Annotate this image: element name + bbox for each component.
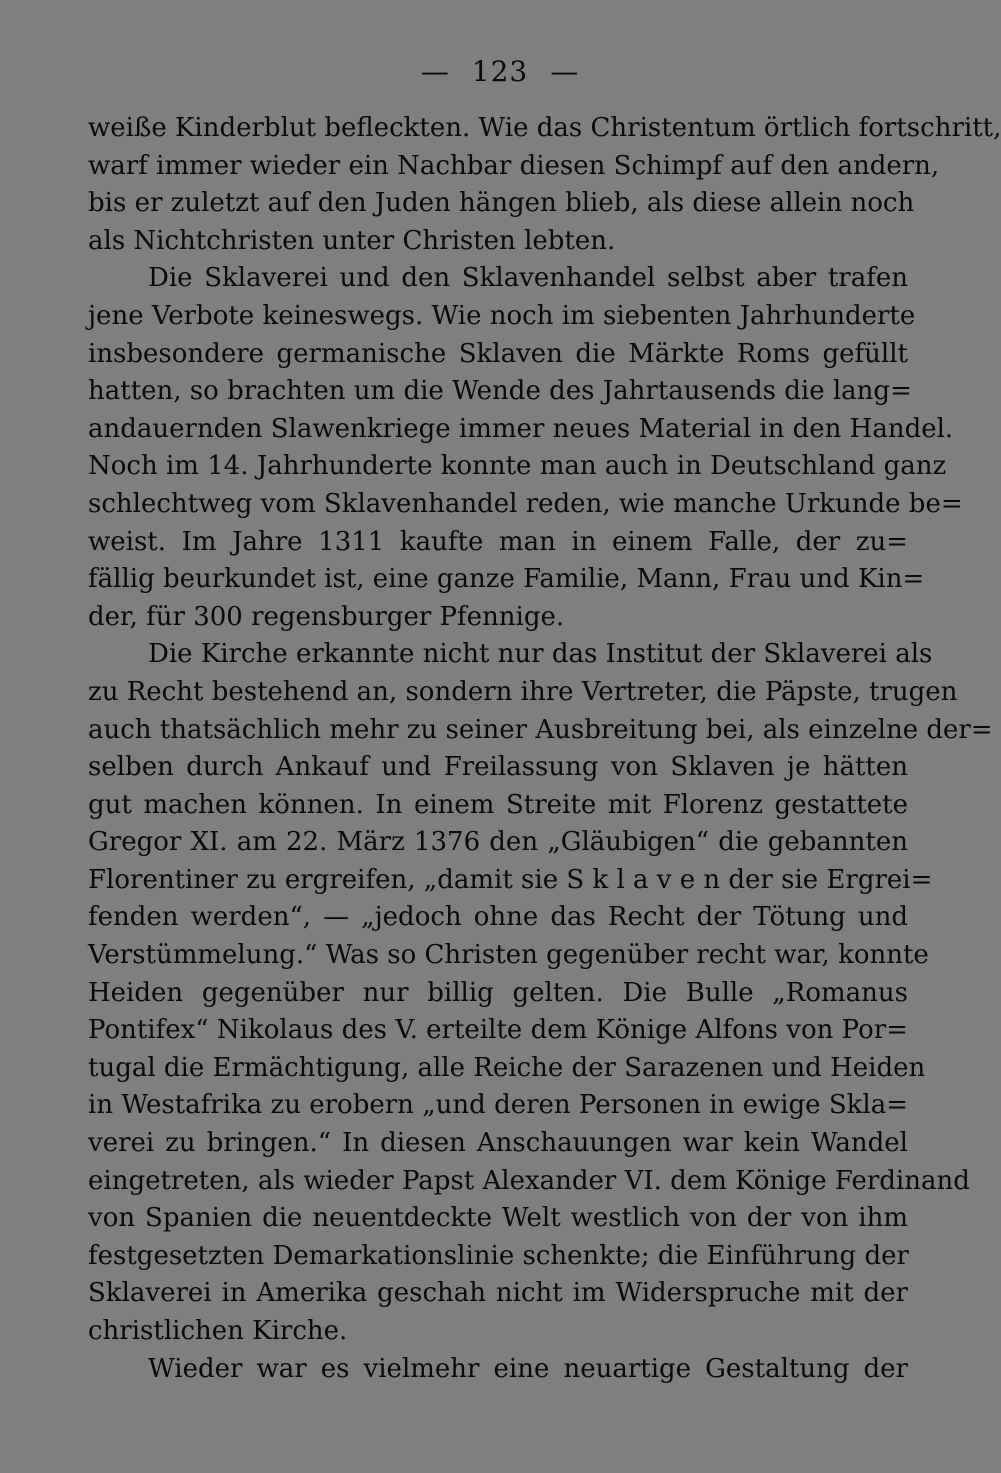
- header-dash-left: —: [420, 55, 450, 88]
- text-line: auch thatsächlich mehr zu seiner Ausbreitung bei, als einzelne der=: [88, 714, 993, 745]
- text-line: Heiden gegenüber nur billig gelten. Die Bulle „Romanus: [88, 977, 908, 1008]
- text-line: Wieder war es vielmehr eine neuartige Gestaltung der: [148, 1353, 908, 1384]
- text-line: der, für 300 regensburger Pfennige.: [88, 601, 565, 632]
- body-text: [88, 110, 1001, 1388]
- text-line: fenden werden“, — „jedoch ohne das Recht der Tötung und: [88, 902, 908, 933]
- text-line: in Westafrika zu erobern „und deren Personen in ewige Skla=: [88, 1090, 908, 1121]
- text-line: jene Verbote keineswegs. Wie noch im siebenten Jahrhunderte: [88, 300, 916, 331]
- text-line: Verstümmelung.“ Was so Christen gegenüber recht war, konnte: [88, 940, 929, 971]
- text-line: Florentiner zu ergreifen, „damit sie S k l a v e n der sie Ergrei=: [88, 864, 933, 895]
- text-line: fällig beurkundet ist, eine ganze Familie, Mann, Frau und Kin=: [88, 564, 925, 595]
- text-line: als Nichtchristen unter Christen lebten.: [88, 225, 616, 256]
- text-line: Die Kirche erkannte nicht nur das Institut der Sklaverei als: [148, 639, 933, 670]
- text-line: verei zu bringen.“ In diesen Anschauungen war kein Wandel: [88, 1128, 908, 1159]
- page-number: 123: [471, 55, 529, 88]
- header-dash-right: —: [550, 55, 580, 88]
- text-line: andauernden Slawenkriege immer neues Material in den Handel.: [88, 413, 954, 444]
- text-line: zu Recht bestehend an, sondern ihre Vertreter, die Päpste, trugen: [88, 676, 958, 707]
- text-line: eingetreten, als wieder Papst Alexander VI. dem Könige Ferdinand: [88, 1165, 970, 1196]
- text-line: tugal die Ermächtigung, alle Reiche der Sarazenen und Heiden: [88, 1052, 926, 1083]
- text-line: warf immer wieder ein Nachbar diesen Schimpf auf den andern,: [88, 150, 940, 181]
- text-line: christlichen Kirche.: [88, 1316, 348, 1346]
- text-line: Sklaverei in Amerika geschah nicht im Widerspruche mit der: [88, 1278, 908, 1309]
- text-line: hatten, so brachten um die Wende des Jahrtausends die lang=: [88, 376, 912, 407]
- text-line: Die Sklaverei und den Sklavenhandel selbst aber trafen: [148, 263, 908, 294]
- text-line: von Spanien die neuentdeckte Welt westlich von der von ihm: [88, 1203, 908, 1234]
- text-line: weiße Kinderblut befleckten. Wie das Christentum örtlich fortschritt,: [88, 113, 1001, 143]
- text-line: gut machen können. In einem Streite mit Florenz gestattete: [88, 789, 908, 820]
- text-line: weist. Im Jahre 1311 kaufte man in einem Falle, der zu=: [88, 526, 908, 557]
- text-line: selben durch Ankauf und Freilassung von Sklaven je hätten: [88, 752, 908, 783]
- text-line: bis er zuletzt auf den Juden hängen blieb, als diese allein noch: [88, 188, 915, 219]
- page-number-header: [0, 52, 1000, 92]
- text-line: Noch im 14. Jahrhunderte konnte man auch in Deutschland ganz: [88, 451, 947, 482]
- text-line: schlechtweg vom Sklavenhandel reden, wie manche Urkunde be=: [88, 488, 963, 519]
- text-line: Gregor XI. am 22. März 1376 den „Gläubigen“ die gebannten: [88, 827, 908, 858]
- text-line: festgesetzten Demarkationslinie schenkte; die Einführung der: [88, 1240, 909, 1271]
- text-line: insbesondere germanische Sklaven die Märkte Roms gefüllt: [88, 338, 908, 369]
- text-line: Pontifex“ Nikolaus des V. erteilte dem Könige Alfons von Por=: [88, 1015, 908, 1046]
